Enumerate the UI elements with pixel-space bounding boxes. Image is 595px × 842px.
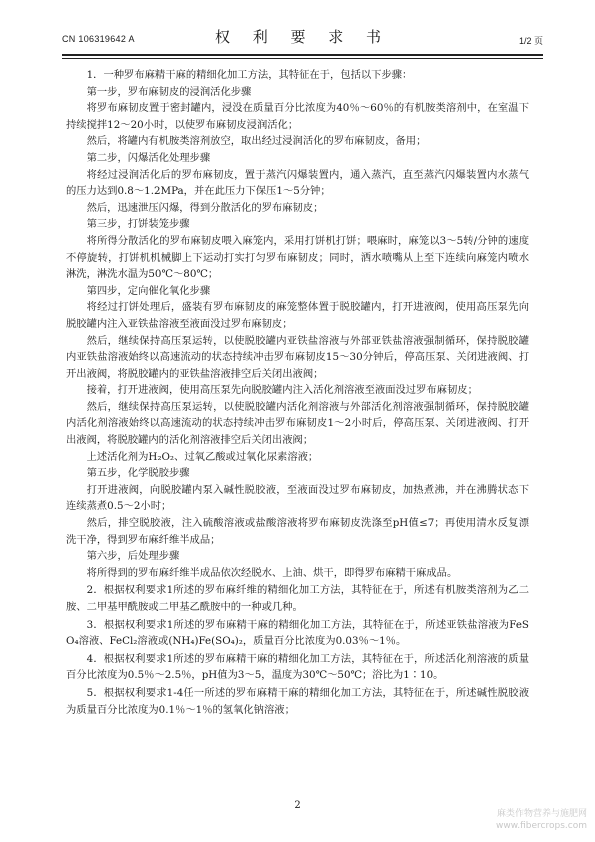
claim-2: 2．根据权利要求1所述的罗布麻纤维的精细化加工方法，其特征在于，所述有机胺类溶剂为乙二胺、二甲基甲酰胺或二甲基乙酰胺中的一种或几种。	[66, 584, 529, 613]
claim-5: 5．根据权利要求1-4任一所述的罗布麻精干麻的精细化加工方法，其特征在于，所述碱性脱胶液为质量百分比浓度为0.1％～1％的氢氧化钠溶液；	[66, 686, 529, 716]
page-number: 2	[294, 800, 301, 811]
watermark-url: www.fibercrops.com	[496, 821, 587, 831]
step-1-heading: 第一步，罗布麻韧皮的浸润活化步骤	[86, 85, 252, 98]
paragraph: 将所得到的罗布麻纤维半成品依次经脱水、上油、烘干，即得罗布麻精干麻成品。	[86, 566, 458, 579]
claim-1-intro: 1．一种罗布麻精干麻的精细化加工方法，其特征在于，包括以下步骤：	[86, 69, 413, 81]
page-indicator: 1/2 页	[518, 36, 543, 46]
watermark-site-name: 麻类作物营养与施肥网	[496, 809, 587, 819]
paragraph: 然后，继续保持高压泵运转，以使脱胶罐内活化剂溶液与外部活化剂溶液强制循环，保持脱胶罐内活化剂溶液始终以高速流动的状态持续冲击罗布麻韧皮1～2小时后，停高压泵、关闭进液阀、打开出液阀，将脱胶罐内的活化剂溶液排空后关闭出液阀；	[66, 400, 529, 447]
paragraph: 将经过浸润活化后的罗布麻韧皮，置于蒸汽闪爆装置内，通入蒸汽，直至蒸汽闪爆装置内水蒸气的压力达到0.8～1.2MPa，并在此压力下保压1～5分钟；	[66, 168, 529, 198]
document-number: CN 106319642 A	[62, 34, 135, 44]
paragraph: 然后，排空脱胶液，注入硫酸溶液或盐酸溶液将罗布麻韧皮洗涤至pH值≤7；再使用清水反复漂洗干净，得到罗布麻纤维半成品；	[66, 517, 529, 546]
step-5-heading: 第五步，化学脱胶步骤	[86, 467, 190, 480]
step-2-heading: 第二步，闪爆活化处理步骤	[86, 151, 211, 164]
paragraph: 接着，打开进液阀，使用高压泵先向脱胶罐内注入活化剂溶液至液面没过罗布麻韧皮；	[86, 384, 478, 397]
header-rule-thick	[62, 54, 543, 56]
claim-4: 4．根据权利要求1所述的罗布麻精干麻的精细化加工方法，其特征在于，所述活化剂溶液的质量百分比浓度为0.5％～2.5％，pH值为3～5，温度为30℃～50℃；浴比为1∶10。	[66, 652, 529, 682]
page-header	[62, 26, 543, 48]
claims-body	[66, 66, 529, 718]
paragraph: 将罗布麻韧皮置于密封罐内，浸没在质量百分比浓度为40％～60％的有机胺类溶剂中，在室温下持续搅拌12～20小时，以使罗布麻韧皮浸润活化；	[66, 102, 529, 131]
paragraph: 打开进液阀，向脱胶罐内泵入碱性脱胶液，至液面没过罗布麻韧皮，加热煮沸，并在沸腾状态下连续蒸煮0.5～2小时；	[66, 483, 529, 513]
paragraph: 将所得分散活化的罗布麻韧皮喂入麻笼内，采用打饼机打饼；喂麻时，麻笼以3～5转/分钟的速度不停旋转，打饼机机械脚上下运动打实打匀罗布麻韧皮；同时，洒水喷嘴从上至下连续向麻笼内喷水淋洗，淋洗水温为50℃～80℃；	[66, 234, 529, 281]
paragraph: 将经过打饼处理后，盛装有罗布麻韧皮的麻笼整体置于脱胶罐内，打开进液阀，使用高压泵先向脱胶罐内注入亚铁盐溶液至液面没过罗布麻韧皮；	[66, 301, 529, 330]
paragraph: 上述活化剂为H₂O₂、过氧乙酸或过氧化尿素溶液；	[86, 450, 319, 463]
paragraph: 然后，将罐内有机胺类溶剂放空，取出经过浸润活化的罗布麻韧皮，备用；	[86, 135, 427, 148]
step-4-heading: 第四步，定向催化氧化步骤	[86, 284, 211, 297]
claim-3: 3．根据权利要求1所述的罗布麻精干麻的精细化加工方法，其特征在于，所述亚铁盐溶液为FeSO₄溶液、FeCl₂溶液或(NH₄)Fe(SO₄)₂，质量百分比浓度为0.03％～1％。	[66, 618, 529, 648]
paragraph: 然后，继续保持高压泵运转，以使脱胶罐内亚铁盐溶液与外部亚铁盐溶液强制循环，保持脱胶罐内亚铁盐溶液始终以高速流动的状态持续冲击罗布麻韧皮15～30分钟后，停高压泵、关闭进液阀、打开出液阀，将脱胶罐内的亚铁盐溶液排空后关闭出液阀；	[66, 334, 529, 380]
header-rule-thin	[62, 58, 543, 59]
step-6-heading: 第六步，后处理步骤	[86, 550, 180, 563]
step-3-heading: 第三步，打饼装笼步骤	[86, 218, 190, 231]
site-watermark	[496, 808, 587, 832]
document-title: 权 利 要 求 书	[214, 28, 391, 46]
paragraph: 然后，迅速泄压闪爆，得到分散活化的罗布麻韧皮；	[86, 201, 324, 214]
